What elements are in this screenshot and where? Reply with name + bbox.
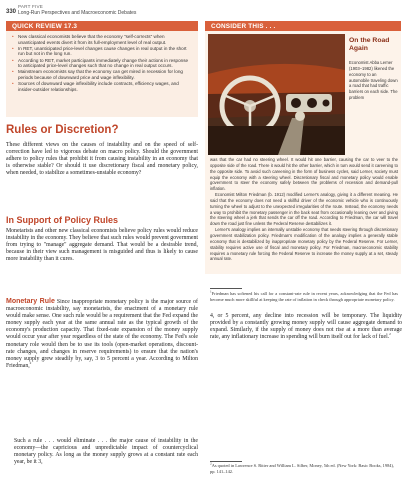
intro-paragraph: These different views on the causes of instability and on the speed of self-correction have led to vigorous debate on macro policy. Should the government adhere to policy rules that prohibit it from causing instability in an economy that is otherwise stable? Or should it use discretionary fiscal and monetary policy, when needed, to stabilize a sometimes-unstable economy? bbox=[6, 142, 198, 177]
consider-this-body bbox=[210, 157, 398, 262]
footnote-2-text: As quoted in Lawrence S. Ritter and William L. Silber, Money, 5th ed. (New York: Basic Books, 1984), pp. 141–142. bbox=[210, 463, 395, 474]
footnote-divider-2 bbox=[210, 461, 242, 462]
quote-continuation-text: 4, or 5 percent, any decline into recession will be temporary. The liquidity provided by a constantly growing money supply will cause aggregate demand to expand. Similarly, if the supply of money does not rise at a more than average rate, any inflationary increase in spending will burn itself out for lack of fuel. bbox=[210, 313, 402, 341]
consider-this-wrap-text: Economist Abba Lerner (1903–1982) likened the economy to an automobile traveling down a road that had traffic barriers on each side. The problem bbox=[349, 60, 398, 101]
monetary-rule-text: Since inappropriate monetary policy is the major source of macroeconomic instability, say monetarists, the enactment of a monetary rule would make sense. One such rule would be a requirement that the Fed expand the money supply each year at the same annual rate as the typical growth of the economy's production capacity. That fixed-rate expansion of the money supply would occur year after year regardless of the state of the economy. The Fed's sole monetary role would then be to use its tools (open-market operations, discount-rate changes, and changes in reserve requirements) to ensure that the nation's money supply grew steadily by, say, 3 to 5 percent a year. According to Milton Friedman, bbox=[6, 299, 198, 369]
quick-review-item: • Sources of downward wage inflexibility include contracts, efficiency wages, and insider-outsider relationships. bbox=[12, 81, 192, 92]
car-interior-photo bbox=[208, 34, 345, 155]
quick-review-title: QUICK REVIEW 17.3 bbox=[12, 22, 78, 30]
consider-this-title: CONSIDER THIS . . . bbox=[211, 22, 276, 30]
consider-this-paragraph: Lerner's analogy implies an internally unstable economy that needs steering through discretionary government stabilization policy. Friedman's modification of the analogy implies a generally stable economy that is destabilized by inappropriate monetary policy by the Federal Reserve. For Lerner, stability requires active use of fiscal and monetary policy. For Friedman, macroeconomic stability requires a monetary rule forcing the Federal Reserve to increase the money supply at a set, steady annual rate. bbox=[210, 227, 398, 262]
consider-this-heading: On the Road Again bbox=[349, 37, 390, 52]
friedman-quote: Such a rule . . . would eliminate . . . the major cause of instability in the economy—the capricious and unpredictable impact of countercyclical monetary policy. As long as the money supply grows at a constant rate each year, be it 3, bbox=[14, 438, 198, 466]
quote-continuation bbox=[210, 313, 402, 341]
policy-rules-text: Monetarists and other new classical economists believe policy rules would reduce instability in the economy. They believe that such rules would prevent government from trying to "manage" aggregate demand. That would be a desirable trend, because in their view such management is misguided and thus is likely to cause more instability than it cures. bbox=[6, 228, 198, 263]
subsection-heading: In Support of Policy Rules bbox=[6, 215, 119, 225]
page-number: 330 bbox=[6, 9, 17, 15]
car-dashboard-illustration bbox=[208, 34, 345, 155]
quick-review-list bbox=[12, 34, 192, 93]
footnote-divider bbox=[210, 288, 242, 289]
section-heading: Rules or Discretion? bbox=[6, 124, 119, 136]
quick-review-item: • According to RET, market participants immediately change their actions in response to anticipated price-level changes such that no change in real output occurs. bbox=[12, 58, 192, 69]
consider-this-title-bar bbox=[205, 21, 401, 31]
footnote-marker-2: 2 bbox=[29, 360, 32, 365]
monetary-rule-paragraph bbox=[6, 298, 198, 370]
running-title: Long-Run Perspectives and Macroeconomic Debates bbox=[18, 10, 137, 16]
consider-this-paragraph: Economist Milton Friedman (b. 1912) modified Lerner's analogy, giving it a different meaning. He said that the economy does not need a skillful driver of the economic vehicle who is continuously turning the wheel to adjust to the unexpected irregularities of the route. Instead, the economy needs a way to prohibit the monetary passenger in the back seat from occasionally leaning over and giving the steering wheel a jerk that sends the car off the road. According to Friedman, the car will travel down the road just fine unless the Federal Reserve destabilizes it. bbox=[210, 192, 398, 227]
quick-review-title-bar bbox=[6, 21, 198, 31]
quick-review-item: • In RET, unanticipated price-level changes cause changes in real output in the short run but not in the long run. bbox=[12, 46, 192, 57]
footnote-marker-1: 1 bbox=[210, 289, 212, 294]
footnote-1-text: Friedman has softened his call for a constant-rate rule in recent years, acknowledging that the Fed has become much more skillful at keeping the rate of inflation in check through appropriate monetary policy. bbox=[210, 291, 398, 302]
quick-review-item: • Mainstream economists say that the economy can get mired in recession for long periods because of downward price and wage inflexibility. bbox=[12, 69, 192, 80]
consider-this-paragraph: was that the car had no steering wheel. It would hit one barrier, causing the car to veer to the opposite side of the road. There it would hit the other barrier, which in turn would send it careening to the opposite side. To avoid such careening in the form of business cycles, said Lerner, society must equip the economy with a steering wheel. Discretionary fiscal and monetary policy would enable government to steer the economy safely between the problems of recession and demand-pull inflation. bbox=[210, 157, 398, 192]
running-header bbox=[6, 4, 401, 18]
part-label: PART FIVE bbox=[18, 4, 44, 9]
footnote-marker-2c: 2 bbox=[210, 461, 212, 466]
footnote-2 bbox=[210, 463, 398, 474]
footnote-marker-2b: 2 bbox=[389, 332, 391, 337]
monetary-rule-heading: Monetary Rule bbox=[6, 298, 55, 305]
quick-review-item: • New classical economists believe that the economy "self-corrects" when unanticipated events divert it from its full-employment level of real output. bbox=[12, 34, 192, 45]
policy-rules-paragraph bbox=[6, 228, 198, 263]
footnote-1 bbox=[210, 291, 398, 302]
